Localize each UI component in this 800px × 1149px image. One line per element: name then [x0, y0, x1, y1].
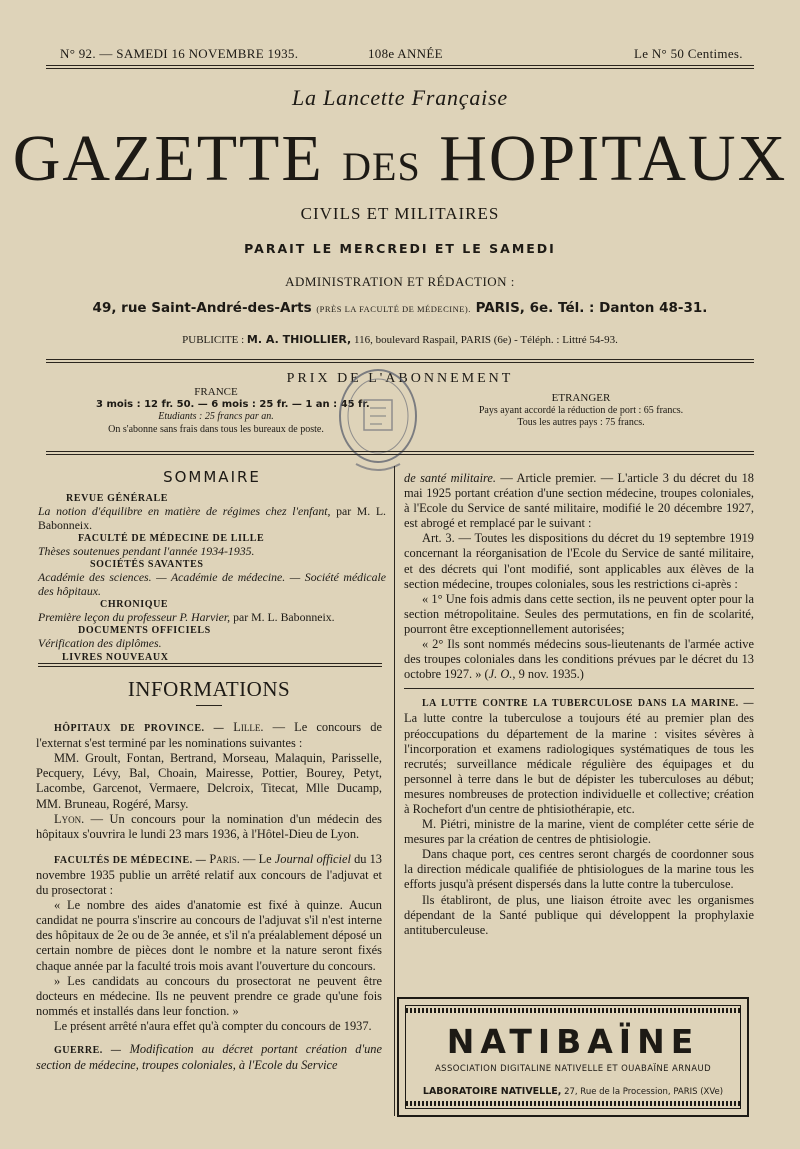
admin-label: ADMINISTRATION ET RÉDACTION : — [285, 274, 515, 289]
address-street: 49, rue Saint-André-des-Arts — [92, 300, 312, 316]
sommaire — [38, 468, 387, 664]
sommaire-faculte-heading: FACULTÉ DE MÉDECINE DE LILLE — [78, 532, 265, 544]
sommaire-societes-heading: SOCIÉTÉS SAVANTES — [90, 559, 204, 571]
publicite-name: M. A. THIOLLIER, — [246, 333, 352, 346]
lancette-title: La Lancette Française — [292, 85, 508, 110]
ad-labo-name: LABORATOIRE NATIVELLE, — [422, 1086, 562, 1097]
sommaire-revue-author: par M. L. Babonneix. — [38, 504, 387, 532]
guerre-heading: GUERRE. — — [54, 1044, 122, 1056]
ad-laboratory — [406, 1086, 740, 1097]
decret-p1 — [404, 471, 754, 531]
facultes-quote-2: » Les candidats au concours du prosectorat ne peuvent être docteurs en médecine. Ils ne peuvent prendre ce grade qu'une fois nommés et installés dans leur fonction. » — [36, 973, 382, 1018]
etudiants-rate: Etudiants : 25 francs par an. — [158, 411, 274, 422]
sommaire-revue-title: La notion d'équilibre en matière de régimes chez l'enfant, — [38, 504, 331, 519]
tuberculose-p3: Dans chaque port, ces centres seront chargés de coordonner sous la direction médicale qualifiée de phtisiologues de la marine tous les efforts jusqu'à présent dispersés dans la lutte contre la tuberculose. — [404, 847, 754, 892]
hopitaux-lyon: Lyon. — [54, 811, 85, 826]
sommaire-faculte-title: Thèses soutenues pendant l'année 1934-1935. — [38, 544, 255, 559]
sommaire-chronique-heading: CHRONIQUE — [100, 598, 169, 610]
etranger-autres: Tous les autres pays : 75 francs. — [517, 417, 645, 428]
abonnement-rule-bottom-2 — [46, 454, 754, 455]
informations-rule-2 — [38, 666, 382, 667]
sommaire-societes-title: Académie des sciences. — Académie de médecine. — Société médicale des hôpitaux. — [38, 570, 386, 598]
masthead-hopitaux: HOPITAUX — [439, 122, 788, 195]
ad-labo-address: 27, Rue de la Procession, PARIS (XVe) — [564, 1087, 724, 1097]
abonnement-france — [96, 386, 370, 436]
sommaire-chronique-author: par M. L. Babonneix. — [233, 610, 335, 625]
right-column — [404, 471, 754, 938]
address-note: (PRÈS LA FACULTÉ DE MÉDECINE). — [316, 304, 471, 314]
decret-point2-text: « 2° Ils sont nommés médecins sous-lieutenants de l'armée active des troupes coloniales dans les conditions prévues par le décret du 13 octobre 1927. » ( — [404, 637, 754, 682]
sommaire-documents-heading: DOCUMENTS OFFICIELS — [78, 625, 211, 637]
abonnement-etranger — [462, 392, 700, 430]
year-label: 108e ANNÉE — [368, 46, 443, 61]
tuberculose-p1 — [404, 695, 754, 817]
decret-jo: J. O. — [488, 667, 513, 682]
sans-frais: On s'abonne sans frais dans tous les bureaux de poste. — [108, 423, 324, 435]
address-city: PARIS, 6e. — [475, 300, 554, 316]
facultes-quote-1: « Le nombre des aides d'anatomie est fixé à quinze. Aucun candidat ne pourra s'inscrire au concours de l'adjuvat s'il n'est interne des hôpitaux de 2e ou de 3e année, et s'il n'a préalablement déposé un certain nombre de pièces dont le nombre et la nature seront fixés chaque année par la faculté trois mois avant l'ouverture du concours. — [36, 898, 382, 973]
price-label: Le N° 50 Centimes. — [634, 46, 743, 61]
masthead-des: DES — [342, 144, 421, 189]
decret-point1: « 1° Une fois admis dans cette section, ils ne peuvent opter pour la section métropolitaine. Seules des permutations, en fin de scolarité, pourront être exceptionnellement autorisées; — [404, 591, 754, 636]
masthead — [0, 124, 800, 202]
hopitaux-province-heading: HÔPITAUX DE PROVINCE. — — [54, 723, 225, 735]
sommaire-title: SOMMAIRE — [163, 468, 261, 486]
tuberculose-text: La lutte contre la tuberculose a toujours été au premier plan des préoccupations du département de la marine : visites sévères à l'incorporation et examens radiologiques systématiques de tous les recrutés; surveillance médicale régulière des équipages et du personnel à terre dans le but de dépister les tuberculoses au début; mesures nombreuses de protection individuelle et collective; création à Rochefort d'un centre de phtisiothérapie, etc. — [404, 711, 754, 816]
tuberculose-p2: M. Piétri, ministre de la marine, vient de compléter cette série de mesures par la création de centres de phtisiologie. — [404, 817, 754, 847]
journal-officiel: Journal officiel — [274, 851, 351, 866]
abonnement-rule-top-2 — [46, 362, 754, 363]
ad-dash-bottom — [406, 1101, 740, 1106]
publication-days: PARAIT LE MERCREDI ET LE SAMEDI — [244, 241, 556, 256]
decret-point2 — [404, 637, 754, 682]
publicite-address: 116, boulevard Raspail, PARIS (6e) - Téléph. : Littré 54-93. — [353, 334, 618, 346]
ad-association: ASSOCIATION DIGITALINE NATIVELLE ET OUABAÏNE ARNAUD — [434, 1064, 712, 1074]
etranger-label: ETRANGER — [551, 392, 611, 404]
sommaire-chronique-title: Première leçon du professeur P. Harvier, — [38, 610, 231, 625]
france-rates: 3 mois : 12 fr. 50. — 6 mois : 25 fr. — 1 an : 45 fr. — [96, 398, 370, 410]
column-divider — [394, 466, 395, 1116]
address-tel: Tél. : Danton 48-31. — [558, 300, 708, 316]
hopitaux-lyon-text: — Un concours pour la nomination d'un médecin des hôpitaux s'ouvrira le lundi 23 mars 1936, à l'Hôtel-Dieu de Lyon. — [36, 811, 382, 841]
facultes-le: — Le — [243, 851, 272, 866]
hopitaux-province-p1 — [36, 720, 382, 751]
hopitaux-lille-text: — Le concours de l'externat s'est terminé par les nominations suivantes : — [36, 720, 382, 751]
tuberculose-heading: LA LUTTE CONTRE LA TUBERCULOSE DANS LA MARINE. — — [422, 698, 754, 710]
guerre-p — [36, 1042, 382, 1073]
abonnement-rule-top — [46, 359, 754, 360]
informations — [36, 677, 382, 1073]
issue-number: N° 92. — SAMEDI 16 NOVEMBRE 1935. — [60, 46, 299, 61]
decret-date: , 9 nov. 1935.) — [512, 667, 584, 682]
abonnement-title: PRIX DE L'ABONNEMENT — [286, 371, 514, 386]
address-line — [0, 300, 800, 316]
decret-article: — Article premier. — L'article 3 du décret du 18 mai 1925 portant création d'une section médecine, troupes coloniales, à l'Ecole du Service de santé militaire, modifié le 20 décembre 1927, est abrogé et remplacé par le suivant : — [404, 471, 754, 531]
facultes-p1 — [36, 852, 382, 898]
sommaire-livres-heading: LIVRES NOUVEAUX — [62, 651, 169, 663]
library-stamp-icon — [336, 364, 420, 474]
sommaire-revue-heading: REVUE GÉNÉRALE — [66, 493, 169, 505]
france-label: FRANCE — [194, 386, 238, 398]
decret-art3: Art. 3. — Toutes les dispositions du décret du 19 septembre 1919 concernant la réorganisation de l'Ecole du Service de santé militaire, et des décrets qui l'ont modifié, sont applicables aux élèves de la section médecine, troupes coloniales, sous les restrictions ci-après : — [404, 531, 754, 591]
facultes-paris: Paris. — [209, 851, 240, 866]
facultes-effet: Le présent arrêté n'aura effet qu'à compter du concours de 1937. — [54, 1018, 372, 1033]
publicite-line — [0, 333, 800, 346]
ad-frame — [405, 1005, 741, 1109]
natibaine-advertisement — [397, 997, 749, 1117]
abonnement-rule-bottom — [46, 451, 754, 452]
hopitaux-lille: Lille. — [233, 720, 264, 735]
facultes-heading: FACULTÉS DE MÉDECINE. — — [54, 854, 207, 866]
masthead-subtitle: CIVILS ET MILITAIRES — [300, 204, 500, 223]
hopitaux-lyon-p — [36, 812, 382, 842]
ad-product-name: NATIBAÏNE — [446, 1022, 700, 1061]
ad-dash-top — [406, 1008, 740, 1013]
tuberculose-p4: Ils établiront, de plus, une liaison étroite avec les organismes dépendant de la Santé publique qui développent la prophylaxie antituberculeuse. — [404, 892, 754, 937]
hopitaux-names: MM. Groult, Fontan, Bertrand, Morseau, Malaquin, Parisselle, Pecquery, Lévy, Bal, Choain, Mairesse, Pottier, Bourey, Petyt, Lacombe, Garcenot, Vermaere, Delcroix, Titecat, Mlle Ducamp, MM. Bruneau, Rogéré, Marsy. — [36, 751, 382, 811]
top-rule-2 — [46, 68, 754, 69]
decret-sante-militaire: de santé militaire. — [404, 471, 496, 485]
informations-rule — [38, 663, 382, 664]
masthead-gazette: GAZETTE — [12, 122, 324, 195]
publicite-label: PUBLICITE : — [182, 334, 245, 346]
etranger-reduit: Pays ayant accordé la réduction de port : 65 francs. — [478, 404, 684, 416]
sommaire-documents-title: Vérification des diplômes. — [38, 636, 162, 651]
guerre-title: Modification au décret portant création d'une section de médecine, troupes coloniales, à l'Ecole du Service — [36, 1041, 382, 1073]
facultes-text: du 13 novembre 1935 publie un arrêté relatif aux concours de l'adjuvat et du prosectorat : — [36, 851, 382, 898]
informations-title: INFORMATIONS — [127, 677, 291, 701]
top-rule — [46, 65, 754, 66]
